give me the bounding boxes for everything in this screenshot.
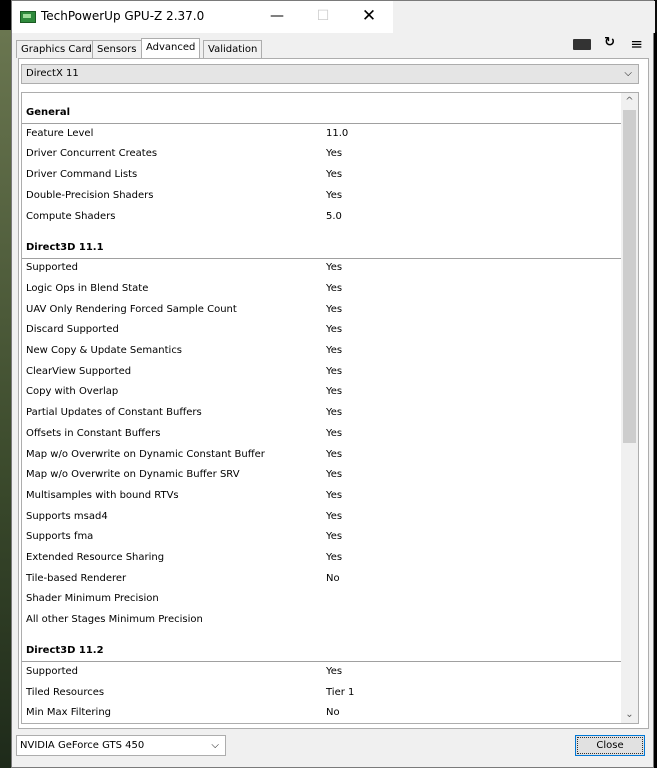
property-row[interactable] (22, 124, 621, 144)
gpuz-window (11, 0, 654, 768)
property-name: Driver Concurrent Creates (26, 148, 158, 160)
property-row[interactable] (22, 683, 621, 703)
property-row[interactable] (22, 445, 621, 465)
property-name: Copy with Overlap (26, 386, 119, 398)
close-button[interactable]: Close (575, 735, 645, 756)
property-row[interactable] (22, 300, 621, 320)
property-name: Min Max Filtering (26, 707, 112, 719)
property-value: Yes (326, 386, 343, 398)
property-row[interactable] (22, 589, 621, 609)
window-title: TechPowerUp GPU-Z 2.37.0 (41, 9, 205, 23)
property-value: 5.0 (326, 210, 342, 222)
vertical-scrollbar[interactable] (621, 93, 638, 723)
property-value: Yes (326, 262, 343, 274)
property-value: 11.0 (326, 127, 349, 139)
property-name: Map w/o Overwrite on Dynamic Buffer SRV (26, 469, 240, 481)
property-name: Logic Ops in Blend State (26, 282, 149, 294)
property-row[interactable] (22, 507, 621, 527)
property-value: Yes (326, 303, 343, 315)
section-header (22, 238, 621, 259)
property-row[interactable] (22, 424, 621, 444)
property-value: Yes (326, 427, 343, 439)
property-row[interactable] (22, 527, 621, 547)
menu-icon[interactable]: ≡ (630, 35, 643, 53)
section-title: General (26, 107, 70, 118)
property-name: UAV Only Rendering Forced Sample Count (26, 303, 237, 315)
property-value: No (326, 707, 340, 719)
properties-list[interactable] (21, 92, 639, 724)
property-row[interactable] (22, 403, 621, 423)
maximize-button[interactable]: ☐ (316, 8, 330, 24)
property-name: Tiled Resources (26, 686, 105, 698)
scroll-up-icon[interactable]: ^ (625, 96, 634, 107)
property-row[interactable] (22, 382, 621, 402)
property-row[interactable] (22, 465, 621, 485)
property-value: Yes (326, 510, 343, 522)
property-value: Tier 1 (326, 686, 355, 698)
property-row[interactable] (22, 279, 621, 299)
property-row[interactable] (22, 703, 621, 723)
camera-icon[interactable] (573, 39, 591, 50)
property-name: Multisamples with bound RTVs (26, 489, 179, 501)
scroll-down-icon[interactable]: ⌄ (625, 709, 634, 720)
title-bar[interactable] (12, 1, 653, 33)
property-name: All other Stages Minimum Precision (26, 614, 203, 626)
property-value: Yes (326, 189, 343, 201)
desktop-background (0, 30, 11, 768)
property-row[interactable] (22, 341, 621, 361)
property-row[interactable] (22, 610, 621, 630)
tab-advanced[interactable]: Advanced (141, 38, 200, 59)
property-name: Offsets in Constant Buffers (26, 427, 161, 439)
close-window-button[interactable]: ✕ (361, 6, 377, 26)
property-name: Compute Shaders (26, 210, 116, 222)
gpu-select-value: NVIDIA GeForce GTS 450 (20, 740, 145, 751)
section-header (22, 641, 621, 662)
api-select-value: DirectX 11 (26, 68, 79, 79)
property-name: Shader Minimum Precision (26, 593, 159, 605)
tab-validation[interactable]: Validation (203, 40, 262, 58)
property-name: Double-Precision Shaders (26, 189, 154, 201)
property-value: Yes (326, 407, 343, 419)
property-value: Yes (326, 282, 343, 294)
property-row[interactable] (22, 662, 621, 682)
gpu-select[interactable] (16, 735, 226, 756)
title-bar-blank (393, 1, 655, 33)
property-value: Yes (326, 489, 343, 501)
property-value: Yes (326, 148, 343, 160)
property-row[interactable] (22, 144, 621, 164)
property-value: Yes (326, 469, 343, 481)
property-name: Supports msad4 (26, 510, 108, 522)
property-row[interactable] (22, 258, 621, 278)
property-name: New Copy & Update Semantics (26, 345, 183, 356)
property-name: Map w/o Overwrite on Dynamic Constant Buffer (26, 448, 265, 460)
property-value: Yes (326, 531, 343, 543)
refresh-icon[interactable]: ↻ (604, 35, 615, 50)
property-value: Yes (326, 365, 343, 377)
property-row[interactable] (22, 207, 621, 227)
property-value: Yes (326, 169, 343, 181)
property-value: No (326, 572, 340, 584)
property-value: Yes (326, 448, 343, 460)
property-value: Yes (326, 665, 343, 677)
tab-graphics-card[interactable]: Graphics Card (16, 40, 97, 58)
tab-sensors[interactable]: Sensors (92, 40, 142, 58)
section-title: Direct3D 11.2 (26, 645, 104, 657)
property-row[interactable] (22, 320, 621, 340)
property-name: Supports fma (26, 531, 94, 543)
property-row[interactable] (22, 165, 621, 185)
property-row[interactable] (22, 362, 621, 382)
api-select[interactable] (21, 64, 639, 84)
property-value: Yes (326, 552, 343, 563)
property-row[interactable] (22, 569, 621, 589)
property-name: Supported (26, 665, 79, 677)
property-name: ClearView Supported (26, 365, 132, 377)
property-name: Supported (26, 262, 79, 274)
chevron-down-icon: ⌵ (624, 68, 632, 79)
section-header (22, 103, 621, 124)
scrollbar-thumb[interactable] (623, 110, 636, 443)
section-title: Direct3D 11.1 (26, 241, 104, 253)
minimize-button[interactable]: — (270, 8, 284, 24)
property-row[interactable] (22, 548, 621, 568)
property-name: Extended Resource Sharing (26, 552, 165, 563)
property-name: Tile-based Renderer (26, 572, 127, 584)
property-name: Driver Command Lists (26, 169, 138, 181)
property-name: Feature Level (26, 127, 94, 139)
property-value: Yes (326, 324, 343, 336)
property-name: Discard Supported (26, 324, 119, 336)
chevron-down-icon: ⌵ (211, 740, 219, 751)
property-name: Partial Updates of Constant Buffers (26, 407, 202, 419)
gpuz-app-icon (20, 11, 36, 23)
advanced-tab-panel (18, 58, 649, 729)
property-row[interactable] (22, 486, 621, 506)
property-value: Yes (326, 345, 343, 356)
property-row[interactable] (22, 186, 621, 206)
